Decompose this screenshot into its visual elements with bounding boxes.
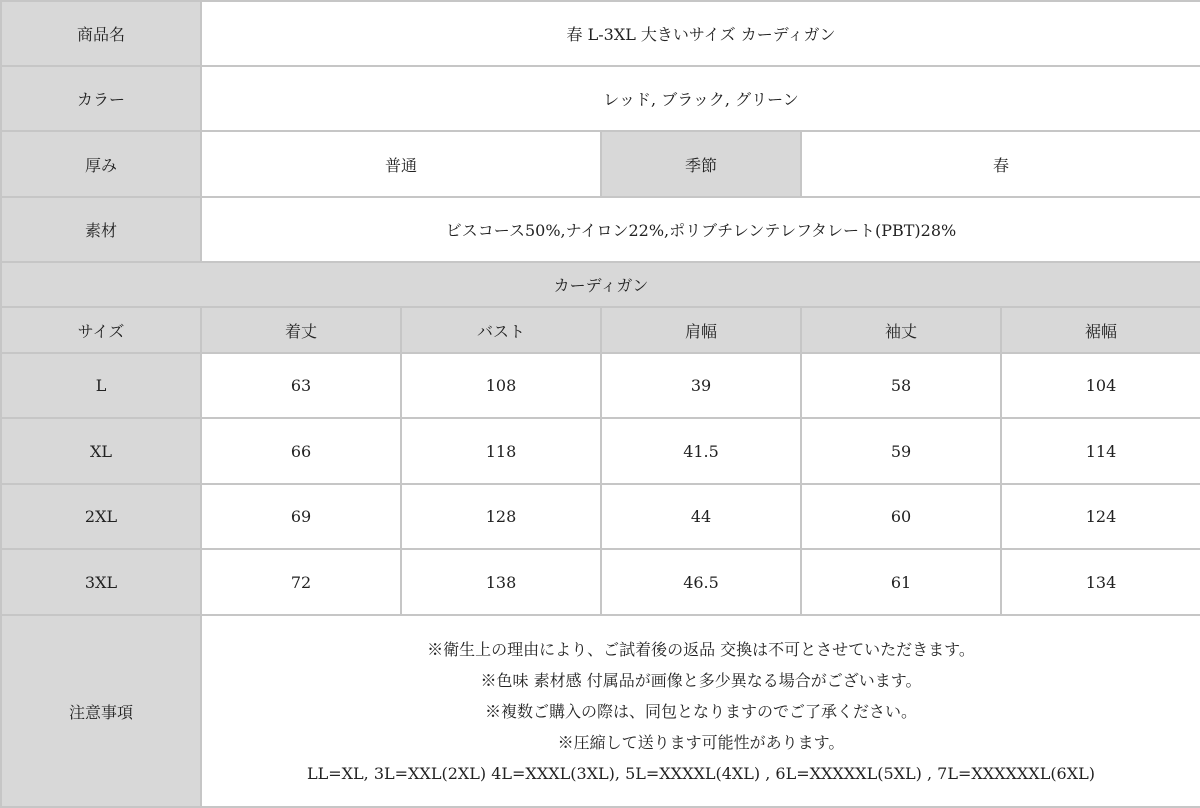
- size-table-title-row: [1, 262, 1200, 307]
- size-cell: 58: [801, 353, 1001, 418]
- thickness-label: 厚み: [1, 131, 201, 197]
- table-row: [1, 353, 1200, 418]
- size-cell: 41.5: [601, 418, 801, 484]
- season-value: 春: [801, 131, 1200, 197]
- size-cell: 138: [401, 549, 601, 615]
- size-header-bust: バスト: [401, 307, 601, 353]
- material-label: 素材: [1, 197, 201, 262]
- size-cell: 134: [1001, 549, 1200, 615]
- size-name: XL: [1, 418, 201, 484]
- note-line: LL=XL, 3L=XXL(2XL) 4L=XXXL(3XL), 5L=XXXXL(4XL) , 6L=XXXXXL(5XL) , 7L=XXXXXXL(6XL): [306, 763, 1095, 783]
- size-header-length: 着丈: [201, 307, 401, 353]
- product-name-value: 春 L-3XL 大きいサイズ カーディガン: [201, 1, 1200, 66]
- size-cell: 118: [401, 418, 601, 484]
- size-cell: 60: [801, 484, 1001, 549]
- size-header-row: [1, 307, 1200, 353]
- table-row: [1, 484, 1200, 549]
- size-cell: 46.5: [601, 549, 801, 615]
- size-cell: 59: [801, 418, 1001, 484]
- color-row: [1, 66, 1200, 131]
- size-cell: 63: [201, 353, 401, 418]
- size-cell: 39: [601, 353, 801, 418]
- season-label: 季節: [601, 131, 801, 197]
- size-cell: 104: [1001, 353, 1200, 418]
- size-cell: 72: [201, 549, 401, 615]
- notes-row: [1, 615, 1200, 807]
- size-cell: 61: [801, 549, 1001, 615]
- size-cell: 124: [1001, 484, 1200, 549]
- thickness-value: 普通: [201, 131, 601, 197]
- size-name: L: [1, 353, 201, 418]
- size-cell: 66: [201, 418, 401, 484]
- notes-label: 注意事項: [1, 615, 201, 807]
- size-header-hem: 裾幅: [1001, 307, 1200, 353]
- size-cell: 114: [1001, 418, 1200, 484]
- size-header-shoulder: 肩幅: [601, 307, 801, 353]
- product-name-label: 商品名: [1, 1, 201, 66]
- note-line: ※色味 素材感 付属品が画像と多少異なる場合がございます。: [480, 670, 922, 690]
- size-cell: 128: [401, 484, 601, 549]
- note-line: ※圧縮して送ります可能性があります。: [557, 732, 845, 752]
- color-label: カラー: [1, 66, 201, 131]
- product-name-row: [1, 1, 1200, 66]
- size-name: 3XL: [1, 549, 201, 615]
- size-cell: 69: [201, 484, 401, 549]
- table-row: [1, 418, 1200, 484]
- size-name: 2XL: [1, 484, 201, 549]
- note-line: ※衛生上の理由により、ご試着後の返品 交換は不可とさせていただきます。: [427, 639, 975, 659]
- color-value: レッド, ブラック, グリーン: [201, 66, 1200, 131]
- material-value: ビスコース50%,ナイロン22%,ポリブチレンテレフタレート(PBT)28%: [201, 197, 1200, 262]
- table-row: [1, 549, 1200, 615]
- material-row: [1, 197, 1200, 262]
- size-header-size: サイズ: [1, 307, 201, 353]
- notes-content: [201, 615, 1200, 807]
- size-table-title: カーディガン: [1, 262, 1200, 307]
- note-line: ※複数ご購入の際は、同包となりますのでご了承ください。: [484, 701, 917, 721]
- size-header-sleeve: 袖丈: [801, 307, 1001, 353]
- size-cell: 44: [601, 484, 801, 549]
- size-cell: 108: [401, 353, 601, 418]
- thickness-season-row: [1, 131, 1200, 197]
